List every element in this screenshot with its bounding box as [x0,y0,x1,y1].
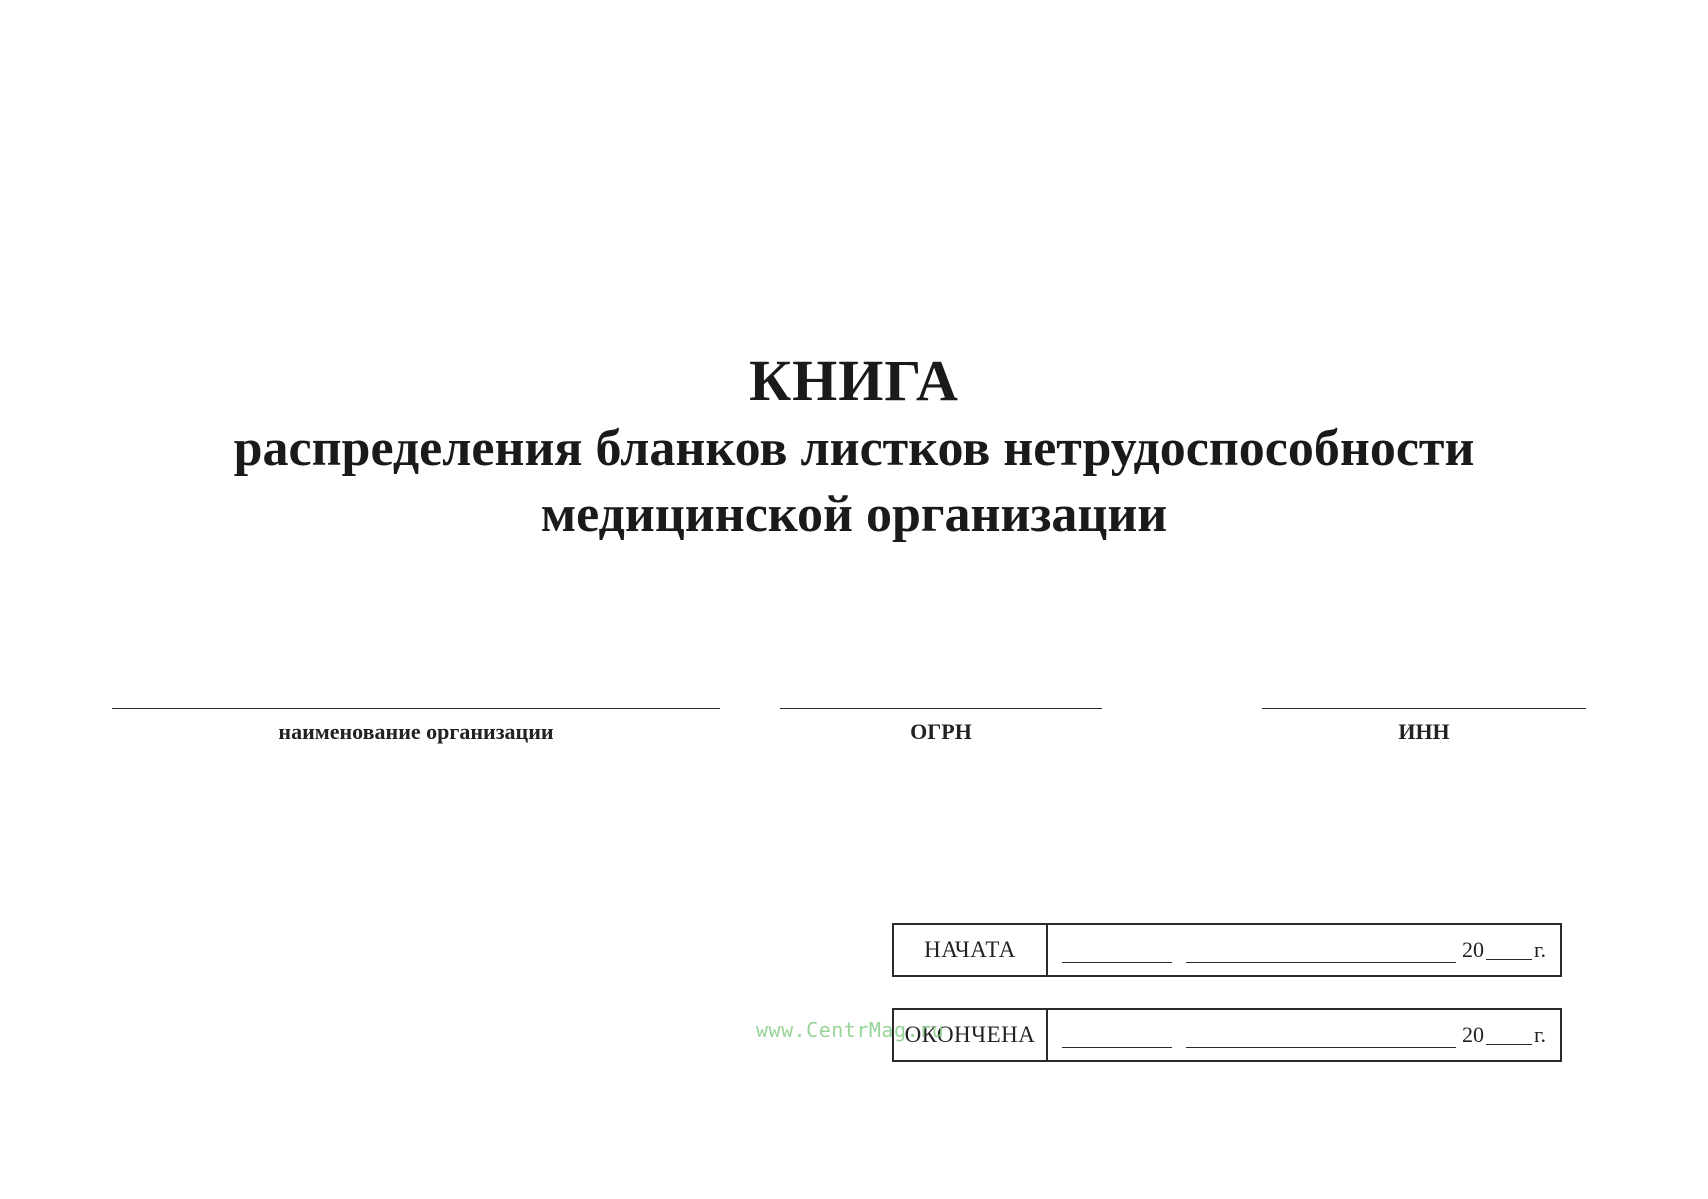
start-date-value [1048,925,1560,975]
inn-caption: ИНН [1398,719,1450,744]
inn-line [1262,706,1586,709]
start-date-label: НАЧАТА [894,925,1048,975]
start-date-box [892,923,1562,977]
end-month-blank [1186,1029,1456,1048]
ogrn-caption: ОГРН [910,719,972,744]
document-subtitle-line-2: медицинской организации [540,486,1168,543]
document-title: КНИГА [749,348,959,413]
end-year-blank [1486,1026,1532,1045]
end-day-blank [1062,1029,1172,1048]
end-year-suffix: г. [1533,1022,1546,1047]
organization-name-line [112,706,720,709]
start-year-suffix: г. [1533,937,1546,962]
end-date-label: ОКОНЧЕНА [894,1010,1048,1060]
start-month-blank [1186,944,1456,963]
title-block [0,346,1708,548]
end-date-value [1048,1010,1560,1060]
inn-field [1262,706,1586,747]
organization-name-field [112,706,720,747]
start-day-blank [1062,944,1172,963]
ogrn-field [780,706,1102,747]
ogrn-line [780,706,1102,709]
start-year-blank [1486,941,1532,960]
document-subtitle-line-1: распределения бланков листков нетрудоспособности [233,420,1475,477]
start-year-prefix: 20 [1461,937,1484,962]
end-date-box [892,1008,1562,1062]
end-year-prefix: 20 [1461,1022,1484,1047]
watermark: www.CentrMag.ru [756,1018,945,1042]
organization-name-caption: наименование организации [278,719,554,744]
